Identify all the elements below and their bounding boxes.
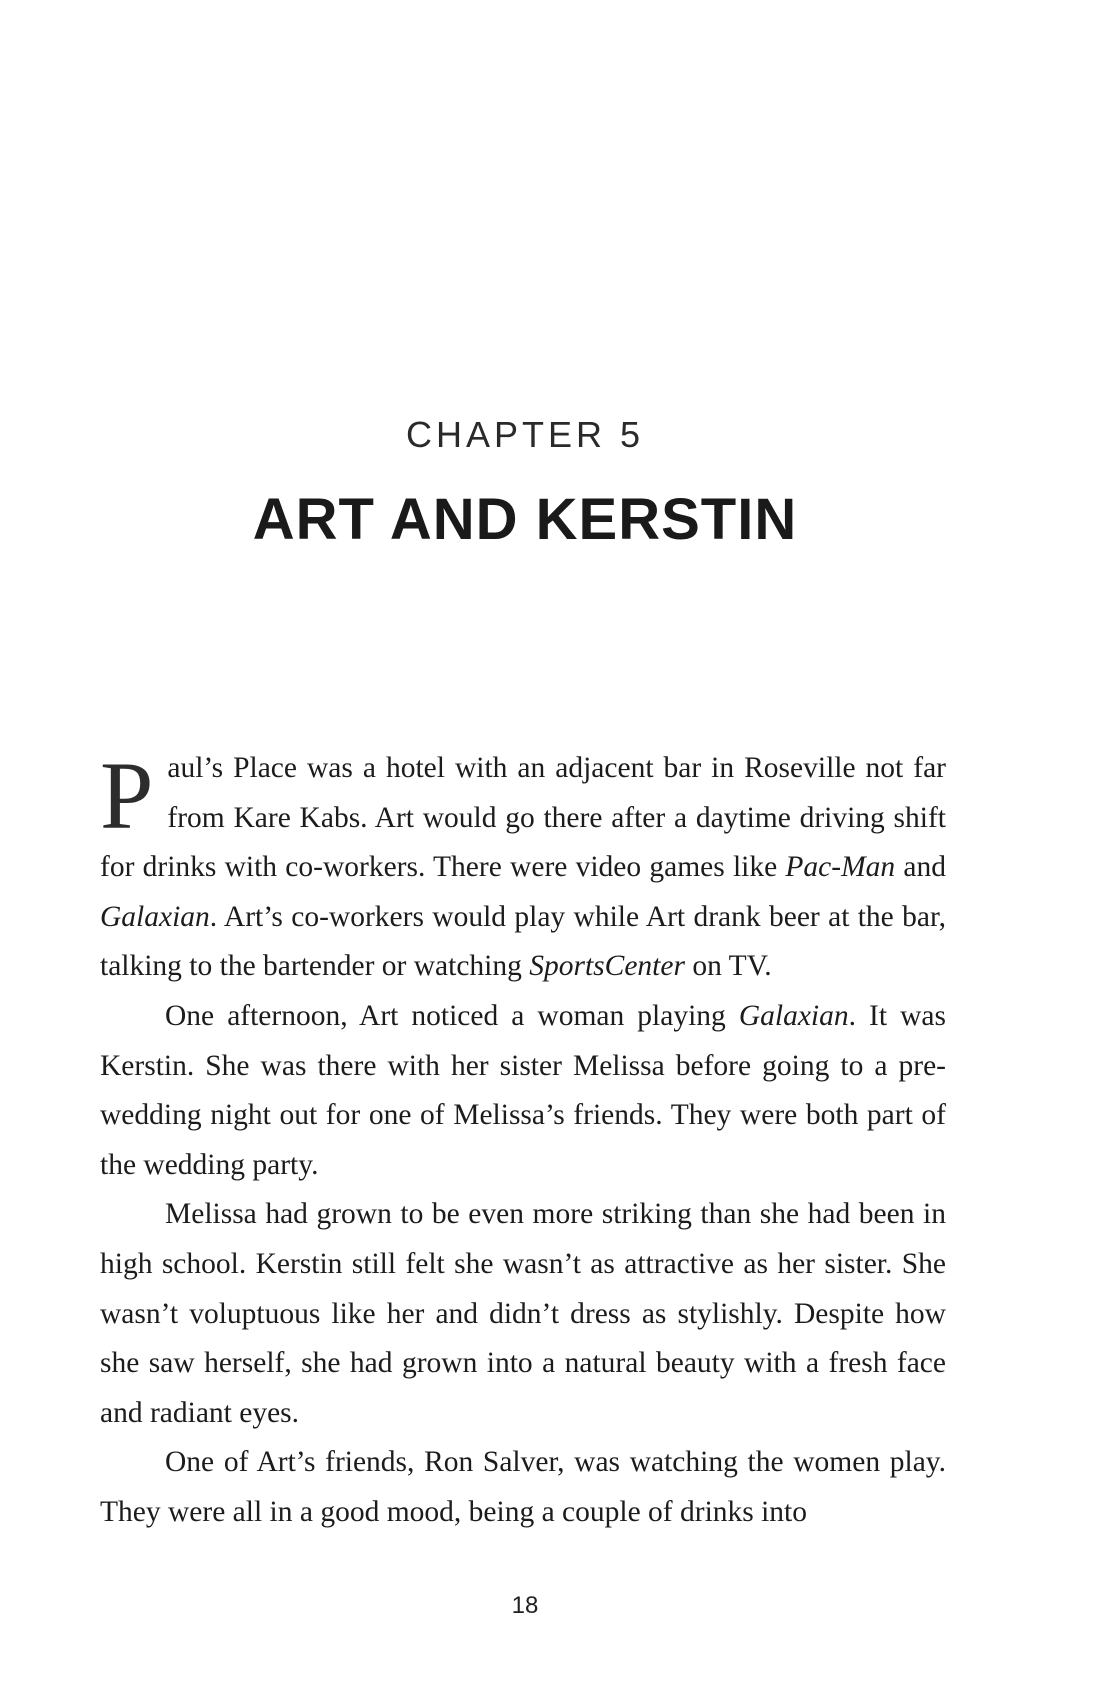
game-title: Galaxian [738, 999, 849, 1032]
paragraph-3 [100, 1190, 946, 1438]
chapter-label: CHAPTER 5 [405, 414, 645, 455]
chapter-body [100, 744, 946, 1538]
text-segment: aul’s Place was a hotel with an adjacent bar in Roseville not far from Kare Kabs. Art would go there after a daytime driving shift for drinks with co-workers. There were video games like [100, 752, 946, 884]
text-segment: Melissa had grown to be even more striking than she had been in high school. Kerstin still felt she wasn’t as attractive as her sister. She wasn’t voluptuous like her and didn’t dress as stylishly. Despite how she saw herself, she had grown into a natural beauty with a fresh face and radiant eyes. [100, 1198, 946, 1429]
page-number: 18 [511, 1592, 539, 1619]
tv-show-title: SportsCenter [529, 950, 685, 983]
paragraph-1 [100, 744, 946, 992]
text-segment: and [895, 851, 946, 884]
text-segment: . It was Kerstin. She was there with her sister Melissa before going to a pre-wedding night out for one of Melissa’s friends. They were both part of the wedding party. [100, 999, 946, 1181]
paragraph-4 [100, 1438, 946, 1537]
chapter-title: ART AND KERSTIN [252, 487, 798, 552]
paragraph-2 [100, 992, 946, 1190]
game-title: Galaxian [100, 900, 210, 933]
text-segment: . Art’s co-workers would play while Art drank beer at the bar, talking to the bartender or watching [100, 900, 946, 983]
drop-cap: P [100, 742, 154, 849]
game-title: Pac-Man [785, 851, 896, 884]
text-segment: One of Art’s friends, Ron Salver, was watching the women play. They were all in a good mood, being a couple of drinks into [100, 1446, 946, 1528]
text-segment: One afternoon, Art noticed a woman playing [165, 999, 739, 1032]
text-segment: on TV. [684, 950, 772, 983]
